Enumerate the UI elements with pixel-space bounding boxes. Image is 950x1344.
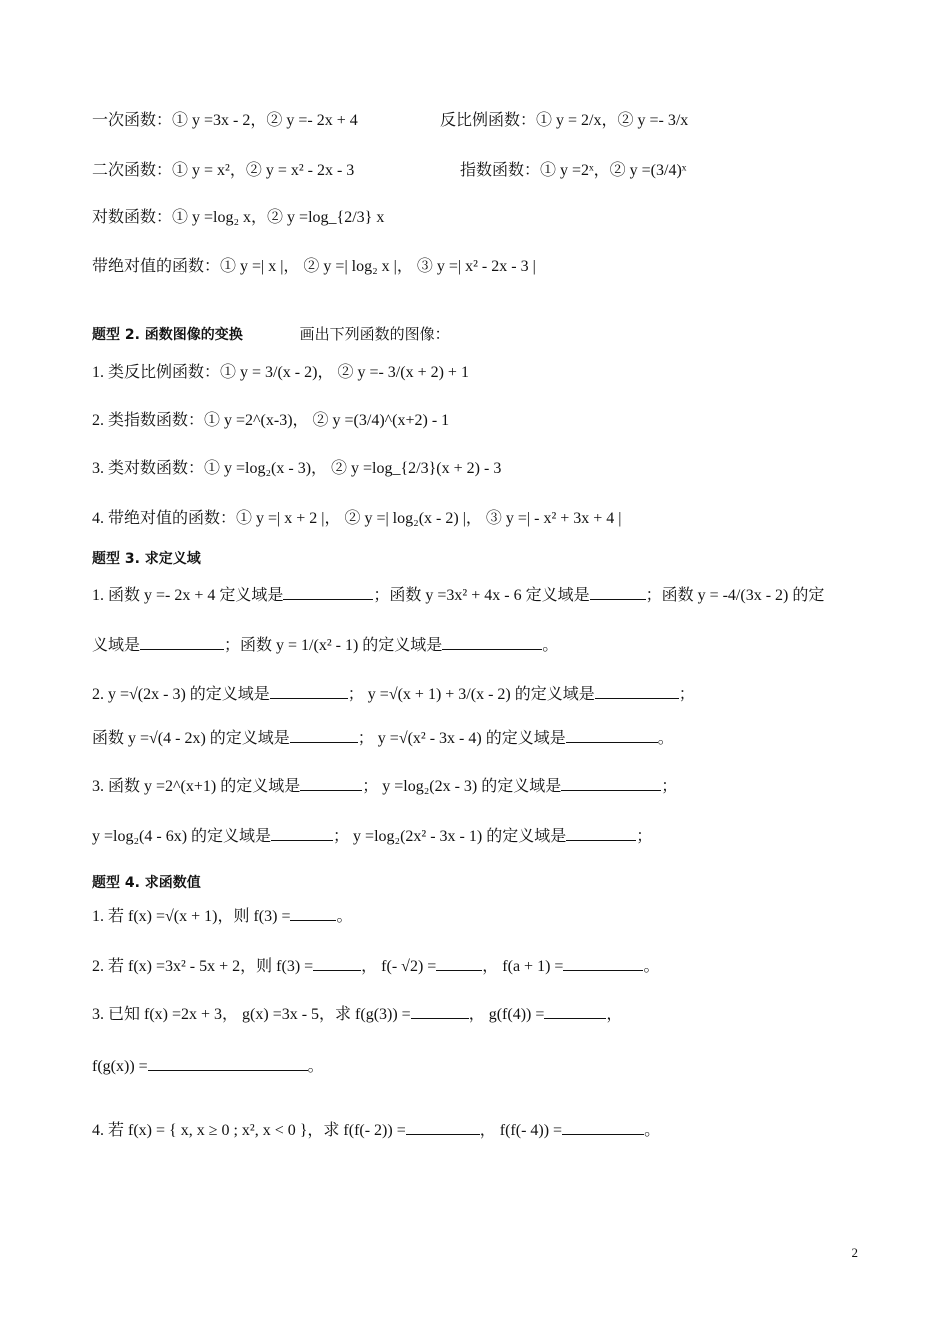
log-functions: 对数函数：① y =log₂ x，② y =log_{2/3} x [92,209,385,226]
section2-item-4: 4. 带绝对值的函数：① y =| x + 2 |， ② y =| log₂(x - 2) |， ③ y =| - x² + 3x + 4 | [92,510,622,527]
domain-q1-line1: 1. 函数 y =- 2x + 4 定义域是 ；函数 y =3x² + 4x - 6 定义域是 ；函数 y = -4/(3x - 2) 的定 [92,587,825,604]
answer-blank[interactable] [563,956,643,971]
domain-q2-line1: 2. y =√(2x - 3) 的定义域是 ； y =√(x + 1) + 3/(x - 2) 的定义域是 ； [92,686,695,703]
section2-item-1: 1. 类反比例函数：① y = 3/(x - 2)， ② y =- 3/(x + 2) + 1 [92,364,469,381]
value-q1: 1. 若 f(x) =√(x + 1)，则 f(3) = 。 [92,908,353,925]
answer-blank[interactable] [270,684,348,699]
answer-blank[interactable] [436,956,482,971]
answer-blank[interactable] [290,906,336,921]
section2-item-3: 3. 类对数函数：① y =log₂(x - 3)， ② y =log_{2/3}(x + 2) - 3 [92,460,502,477]
abs-functions: 带绝对值的函数：① y =| x |， ② y =| log₂ x |， ③ y =| x² - 2x - 3 | [92,258,536,275]
quadratic-functions: 二次函数：① y = x²，② y = x² - 2x - 3 [92,162,355,179]
value-q3-line2: f(g(x)) = 。 [92,1058,324,1075]
section2-heading: 题型 2. 函数图像的变换 [92,327,243,343]
exponential-functions: 指数函数：① y =2ˣ，② y =(3/4)ˣ [460,162,687,179]
answer-blank[interactable] [313,956,361,971]
answer-blank[interactable] [300,776,362,791]
value-q3-line1: 3. 已知 f(x) =2x + 3， g(x) =3x - 5，求 f(g(3)) = ， g(f(4)) = ， [92,1006,623,1023]
answer-blank[interactable] [442,635,542,650]
answer-blank[interactable] [411,1004,469,1019]
section4-heading: 题型 4. 求函数值 [92,875,201,891]
domain-q3-line1: 3. 函数 y =2^(x+1) 的定义域是 ； y =log₂(2x - 3) 的定义域是 ； [92,778,678,795]
answer-blank[interactable] [271,826,333,841]
answer-blank[interactable] [561,776,661,791]
section2-item-2: 2. 类指数函数：① y =2^(x-3)， ② y =(3/4)^(x+2) - 1 [92,412,450,429]
answer-blank[interactable] [544,1004,606,1019]
domain-q3-line2: y =log₂(4 - 6x) 的定义域是 ； y =log₂(2x² - 3x - 1) 的定义域是 ； [92,828,653,845]
domain-q2-line2: 函数 y =√(4 - 2x) 的定义域是 ； y =√(x² - 3x - 4) 的定义域是 。 [92,730,674,747]
value-q2: 2. 若 f(x) =3x² - 5x + 2，则 f(3) = ， f(- √2) = ， f(a + 1) = 。 [92,958,660,975]
answer-blank[interactable] [406,1120,480,1135]
answer-blank[interactable] [562,1120,644,1135]
answer-blank[interactable] [283,585,373,600]
section3-heading: 题型 3. 求定义域 [92,551,201,567]
answer-blank[interactable] [148,1056,308,1071]
section2-instruction: 画出下列函数的图像： [299,325,450,343]
value-q4: 4. 若 f(x) = { x, x ≥ 0 ; x², x < 0 }，求 f(f(- 2)) = ， f(f(- 4)) = 。 [92,1122,661,1139]
answer-blank[interactable] [290,728,358,743]
answer-blank[interactable] [595,684,679,699]
domain-q1-line2: 义域是 ；函数 y = 1/(x² - 1) 的定义域是 。 [92,637,559,654]
answer-blank[interactable] [590,585,646,600]
answer-blank[interactable] [140,635,224,650]
page-number: 2 [851,1245,858,1260]
inverse-functions: 反比例函数：① y = 2/x，② y =- 3/x [440,112,689,129]
linear-functions: 一次函数：① y =3x - 2，② y =- 2x + 4 [92,112,358,129]
answer-blank[interactable] [566,728,658,743]
answer-blank[interactable] [566,826,636,841]
